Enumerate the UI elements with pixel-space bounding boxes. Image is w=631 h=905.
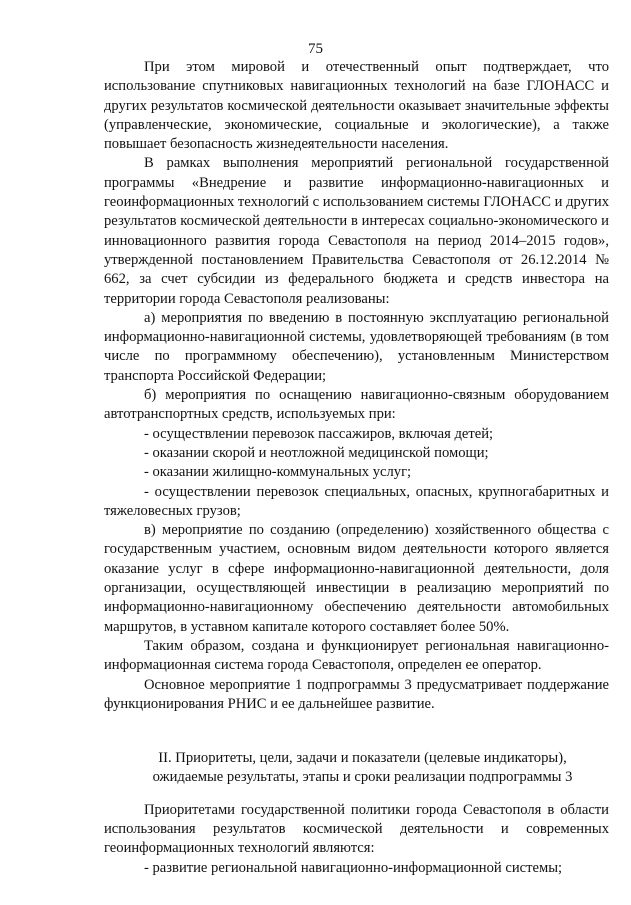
bullet-item: - осуществлении перевозок специальных, опасных, крупногабаритных и тяжеловесных грузов; bbox=[104, 483, 609, 519]
list-item-a: а) мероприятия по введению в постоянную эксплуатацию региональной информационно-навигационной системы, удовлетворяющей требованиям (в том числе по программному обеспечению), установленным Министерством транспорта Российской Федерации; bbox=[104, 309, 609, 384]
section-heading-line-1: II. Приоритеты, цели, задачи и показатели (целевые индикаторы), bbox=[158, 750, 567, 767]
paragraph: При этом мировой и отечественный опыт подтверждает, что использование спутниковых навигационных технологий на базе ГЛОНАСС и других результатов космической деятельности оказывает значительные эффекты (управленческие, экономические, социальные и экологические), а также повышает безопасность жизнедеятельности населения. bbox=[104, 59, 609, 153]
section-heading-line-2: ожидаемые результаты, этапы и сроки реализации подпрограммы 3 bbox=[152, 769, 573, 786]
bullet-item: - оказании скорой и неотложной медицинской помощи; bbox=[144, 444, 489, 461]
bullet-item: - развитие региональной навигационно-информационной системы; bbox=[144, 859, 563, 876]
section-heading bbox=[104, 749, 609, 788]
paragraph: Таким образом, создана и функционирует региональная навигационно-информационная система города Севастополя, определен ее оператор. bbox=[104, 637, 609, 674]
paragraph: В рамках выполнения мероприятий региональной государственной программы «Внедрение и развитие информационно-навигационных и геоинформационных технологий с использованием системы ГЛОНАСС и других результатов космической деятельности в интересах социально-экономического и инновационного развития города Севастополя на период 2014–2015 годов», утвержденной постановлением Правительства Севастополя от 26.12.2014 № 662, за счет субсидии из федерального бюджета и средств инвестора на территории города Севастополя реализованы: bbox=[104, 155, 609, 307]
list-item-c: в) мероприятие по созданию (определению) хозяйственного общества с государственным участием, основным видом деятельности которого является оказание услуг в сфере информационно-навигационной деятельности, доля организации, осуществляющей инвестиции в реализацию мероприятий по информационно-навигационному обеспечению деятельности автомобильных маршрутов, в уставном капитале которого составляет более 50%. bbox=[104, 522, 609, 635]
bullet-item: - осуществлении перевозок пассажиров, включая детей; bbox=[144, 425, 494, 442]
document-body bbox=[104, 58, 609, 878]
paragraph: Основное мероприятие 1 подпрограммы 3 предусматривает поддержание функционирования РНИС и ее дальнейшее развитие. bbox=[104, 676, 609, 712]
page-number: 75 bbox=[308, 41, 323, 57]
bullet-item: - оказании жилищно-коммунальных услуг; bbox=[144, 464, 412, 481]
paragraph: Приоритетами государственной политики города Севастополя в области использования результатов космической деятельности и современных геоинформационных технологий являются: bbox=[104, 801, 609, 857]
list-item-b: б) мероприятия по оснащению навигационно-связным оборудованием автотранспортных средств, используемых при: bbox=[104, 387, 609, 423]
